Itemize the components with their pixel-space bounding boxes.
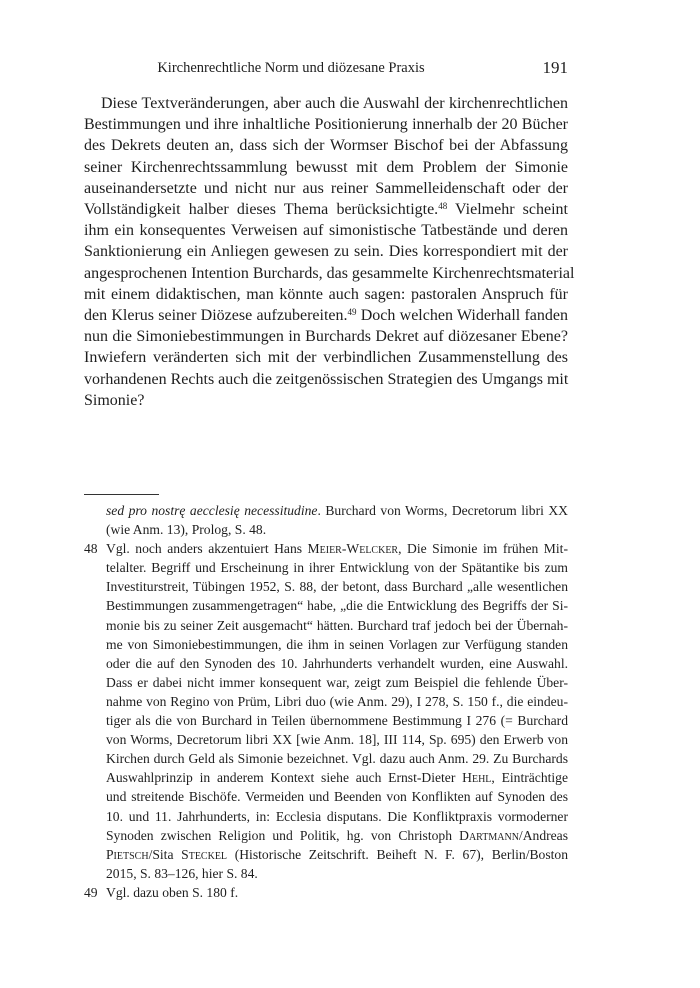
text-segment: /Andreas	[518, 827, 568, 843]
note-line: telalter. Begriff und Erscheinung in ihrer Entwicklung von der Spätantike bis zum	[106, 560, 568, 576]
text-line: Inwiefern veränderten sich mit der verbindlichen Zusammenstellung des	[84, 349, 568, 367]
text-line: angesprochenen Intention Burchards, das gesammelte Kirchenrechtsmaterial	[84, 264, 575, 282]
footnote-49	[84, 883, 568, 902]
text-line: vorhandenen Rechts auch die zeitgenössischen Strategien des Umgangs mit	[84, 370, 569, 388]
text-segment: Vgl. noch anders akzentuiert Hans	[106, 541, 308, 557]
author-name: Steckel	[181, 846, 228, 862]
note-line: Dass er dabei nicht immer konsequent war, zeigt zum Beispiel die fehlende Über-	[106, 674, 568, 690]
note-line: monie bis zu seiner Zeit ausgemacht“ hätten. Burchard traf jedoch bei der Übernah-	[106, 617, 568, 633]
note-line: (wie Anm. 13), Prolog, S. 48.	[106, 522, 267, 538]
note-line: Investiturstreit, Tübingen 1952, S. 88, der betont, dass Burchard „alle wesentlichen	[106, 579, 568, 595]
text-segment: /Sita	[148, 846, 182, 862]
footnote-48	[84, 539, 568, 883]
note-line	[106, 539, 568, 558]
footnotes	[84, 501, 568, 902]
footnote-continuation	[84, 501, 568, 539]
note-line: von Worms, Decretorum libri XX [wie Anm. 18], III 114, Sp. 695) den Erwerb von	[106, 732, 568, 748]
text-segment: Synoden zwischen Religion und Politik, hg. von Christoph	[106, 827, 460, 843]
main-paragraph	[84, 93, 575, 411]
author-name: Pietsch	[106, 846, 149, 862]
footnote-ref-48[interactable]: 48	[438, 201, 448, 212]
text-line: Sanktionierung ein Anliegen gewesen zu sein. Dies korrespondiert mit der	[84, 243, 568, 261]
note-line	[106, 826, 568, 845]
text-line: nun die Simoniebestimmungen in Burchards Dekret auf diözesaner Ebene?	[84, 328, 568, 346]
text-line: Bestimmungen und ihre inhaltliche Positionierung innerhalb der 20 Bücher	[84, 116, 568, 134]
text-line: seiner Kirchenrechtssammlung bewusst mit dem Problem der Simonie	[84, 158, 568, 176]
note-line: nahme von Regino von Prüm, Libri duo (wie Anm. 29), I 278, S. 150 f., die eindeu-	[106, 693, 568, 709]
text-line	[84, 305, 568, 326]
footnote-separator	[84, 494, 159, 495]
text-segment: , Die Simonie im frühen Mit-	[398, 541, 568, 557]
running-title: Kirchenrechtliche Norm und diözesane Praxis	[157, 60, 425, 76]
note-line: oder die auf den Synoden des 10. Jahrhunderts verhandelt wurden, eine Auswahl.	[106, 655, 568, 671]
note-line: 2015, S. 83–126, hier S. 84.	[106, 865, 258, 881]
latin-quote: sed pro nostrę aecclesię necessitudine	[106, 503, 318, 518]
author-name: Meier-Welcker	[307, 541, 399, 557]
text-segment: , Einträchtige	[491, 770, 568, 786]
text-line: des Dekrets deuten an, dass sich der Wormser Bischof bei der Abfassung	[84, 137, 568, 155]
text-segment: Doch welchen Widerhall fanden	[356, 307, 569, 325]
text-segment: Vielmehr scheint	[447, 201, 568, 219]
note-line: me von Simoniebestimmungen, die ihm in seinen Vorlagen zur Verfügung standen	[106, 636, 568, 652]
author-name: Dartmann	[459, 827, 519, 843]
text-line: Simonie?	[84, 391, 145, 409]
page-number: 191	[542, 58, 568, 77]
footnote-number: 48	[84, 541, 98, 557]
text-line: ihm ein konsequentes Verweisen auf simonistische Tatbestände und deren	[84, 222, 568, 240]
text-segment: . Burchard von Worms, Decretorum libri XX	[317, 503, 568, 518]
text-line: auseinandersetzte und nicht nur aus reiner Sammelleidenschaft oder der	[84, 179, 568, 197]
text-line: mit einem didaktischen, man könnte auch sagen: pastoralen Anspruch für	[84, 285, 568, 303]
note-line	[106, 845, 568, 864]
note-line: 10. und 11. Jahrhunderts, in: Ecclesia disputans. Die Konfliktpraxis vormoderner	[106, 808, 568, 824]
footnote-number: 49	[84, 884, 98, 900]
note-line: Bestimmungen zusammengetragen“ habe, „die die Entwicklung des Begriffs der Si-	[106, 598, 568, 614]
running-header	[84, 60, 568, 82]
text-segment: den Klerus seiner Diözese aufzubereiten.	[84, 307, 348, 325]
text-segment: Auswahlprinzip in anderem Kontext siehe auch Ernst-Dieter	[106, 770, 463, 786]
note-line: Vgl. dazu oben S. 180 f.	[106, 884, 239, 900]
author-name: Hehl	[462, 770, 492, 786]
note-line	[106, 768, 568, 787]
text-segment: Vollständigkeit halber dieses Thema berücksichtigte.	[84, 201, 439, 219]
text-line	[84, 199, 568, 220]
note-line: Kirchen durch Geld als Simonie bezeichnet. Vgl. dazu auch Anm. 29. Zu Burchards	[106, 751, 568, 767]
note-line	[106, 501, 568, 520]
note-line: tiger als die von Burchard in Teilen übernommene Bestimmung I 276 (= Burchard	[106, 713, 568, 729]
text-segment: (Historische Zeitschrift. Beiheft N. F. 67), Berlin/Boston	[227, 846, 568, 862]
footnote-ref-49[interactable]: 49	[347, 307, 357, 318]
note-line: und streitende Bischöfe. Vermeiden und Beenden von Konflikten auf Synoden des	[106, 789, 568, 805]
text-line: Diese Textveränderungen, aber auch die Auswahl der kirchenrechtlichen	[101, 95, 568, 112]
